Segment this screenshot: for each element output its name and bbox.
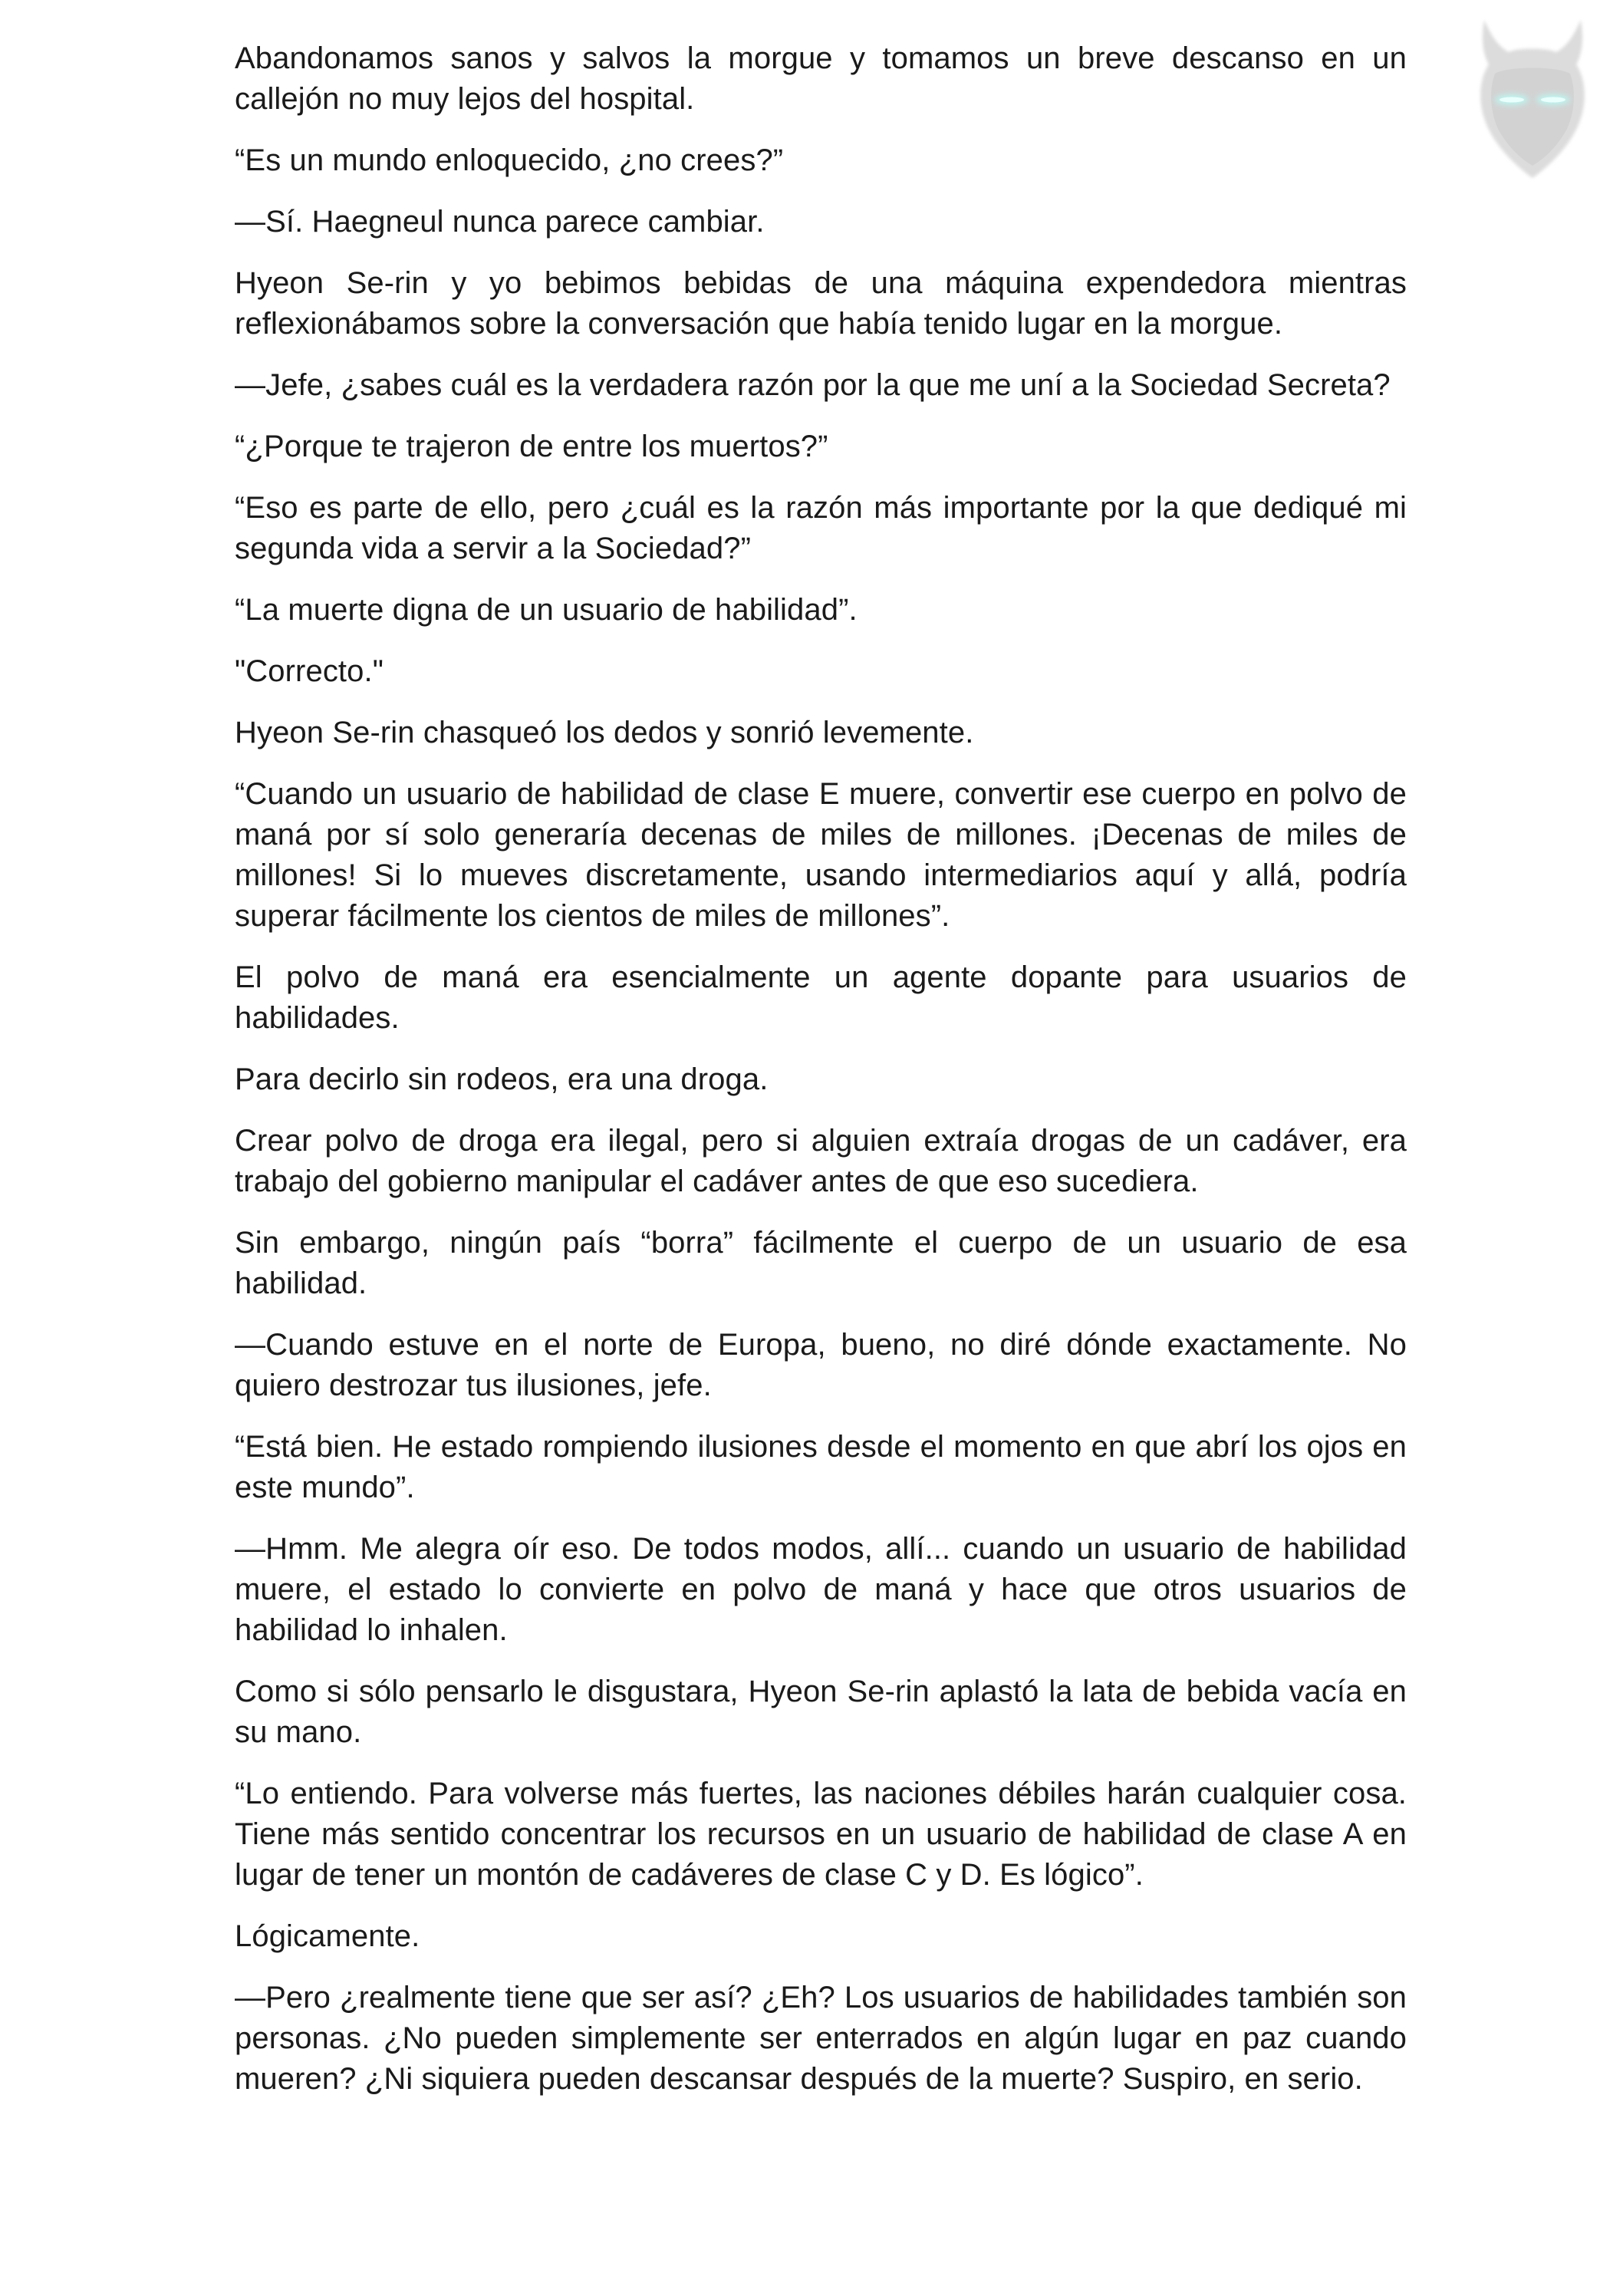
paragraph: “Eso es parte de ello, pero ¿cuál es la razón más importante por la que dediqué mi segunda vida a servir a la Sociedad?”: [235, 491, 1407, 565]
paragraph: —Hmm. Me alegra oír eso. De todos modos, allí... cuando un usuario de habilidad muere, el estado lo convierte en polvo de maná y hace que otros usuarios de habilidad lo inhalen.: [235, 1532, 1407, 1647]
paragraph: Lógicamente.: [235, 1919, 420, 1953]
paragraph: El polvo de maná era esencialmente un agente dopante para usuarios de habilidades.: [235, 960, 1407, 1035]
demon-head-logo-icon: [1461, 14, 1603, 186]
paragraph: Sin embargo, ningún país “borra” fácilmente el cuerpo de un usuario de esa habilidad.: [235, 1226, 1407, 1300]
paragraph: Hyeon Se-rin chasqueó los dedos y sonrió levemente.: [235, 716, 974, 749]
paragraph: —Jefe, ¿sabes cuál es la verdadera razón por la que me uní a la Sociedad Secreta?: [235, 368, 1391, 402]
paragraph: "Correcto.": [235, 654, 384, 688]
paragraph: “¿Porque te trajeron de entre los muertos?”: [235, 430, 828, 463]
paragraph: Crear polvo de droga era ilegal, pero si alguien extraía drogas de un cadáver, era trabajo del gobierno manipular el cadáver antes de que eso sucediera.: [235, 1124, 1407, 1198]
paragraph: “Lo entiendo. Para volverse más fuertes, las naciones débiles harán cualquier cosa. Tiene más sentido concentrar los recursos en un usuario de habilidad de clase A en lugar de tener un montón de cadáveres de clase C y D. Es lógico”.: [235, 1777, 1407, 1892]
paragraph: Abandonamos sanos y salvos la morgue y tomamos un breve descanso en un callejón no muy lejos del hospital.: [235, 41, 1407, 116]
paragraph: “Es un mundo enloquecido, ¿no crees?”: [235, 143, 784, 177]
paragraph: Como si sólo pensarlo le disgustara, Hyeon Se-rin aplastó la lata de bebida vacía en su mano.: [235, 1675, 1407, 1749]
paragraph: Hyeon Se-rin y yo bebimos bebidas de una máquina expendedora mientras reflexionábamos sobre la conversación que había tenido lugar en la morgue.: [235, 266, 1407, 341]
paragraph: Para decirlo sin rodeos, era una droga.: [235, 1062, 769, 1096]
paragraph: “Está bien. He estado rompiendo ilusiones desde el momento en que abrí los ojos en este mundo”.: [235, 1430, 1407, 1504]
document-body: [235, 38, 1407, 2120]
paragraph: —Pero ¿realmente tiene que ser así? ¿Eh? Los usuarios de habilidades también son personas. ¿No pueden simplemente ser enterrados en algún lugar en paz cuando mueren? ¿Ni siquiera pueden descansar después de la muerte? Suspiro, en serio.: [235, 1981, 1407, 2096]
paragraph: —Cuando estuve en el norte de Europa, bueno, no diré dónde exactamente. No quiero destrozar tus ilusiones, jefe.: [235, 1328, 1407, 1402]
paragraph: —Sí. Haegneul nunca parece cambiar.: [235, 205, 765, 239]
paragraph: “La muerte digna de un usuario de habilidad”.: [235, 593, 858, 627]
paragraph: “Cuando un usuario de habilidad de clase E muere, convertir ese cuerpo en polvo de maná por sí solo generaría decenas de miles de millones. ¡Decenas de miles de millones! Si lo mueves discretamente, usando intermediarios aquí y allá, podría superar fácilmente los cientos de miles de millones”.: [235, 777, 1407, 933]
